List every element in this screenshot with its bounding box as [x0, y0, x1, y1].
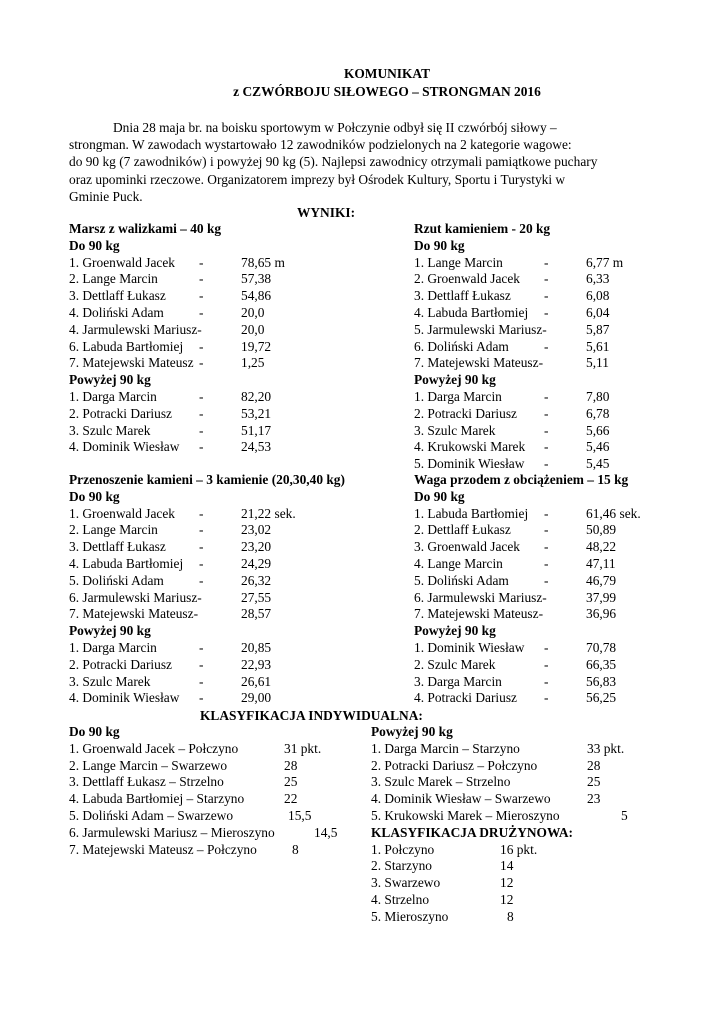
result-value: 5,46	[586, 439, 610, 455]
result-value: 7,80	[586, 388, 610, 404]
competitor-name: 4. Labuda Bartłomiej	[414, 304, 529, 320]
result-value: 70,78	[586, 639, 617, 655]
competitor-name: 2. Potracki Dariusz	[414, 405, 518, 421]
competitor-name: 2. Szulc Marek	[414, 656, 496, 672]
category-label: Powyżej 90 kg	[371, 724, 453, 739]
competitor-name: 4. Labuda Bartłomiej	[69, 555, 184, 571]
separator-dash: -	[544, 555, 549, 571]
document-subtitle: z CZWÓRBOJU SIŁOWEGO – STRONGMAN 2016	[233, 84, 541, 99]
competitor-name: 7. Matejewski Mateusz-	[414, 355, 544, 371]
result-row	[414, 539, 628, 556]
category-label: Powyżej 90 kg	[414, 372, 496, 388]
intro-line: Dnia 28 maja br. na boisku sportowym w Połczynie odbył się II czwórbój siłowy –	[113, 120, 557, 135]
result-value: 26,61	[241, 673, 272, 689]
result-row	[69, 573, 345, 590]
result-row	[414, 439, 610, 456]
competitor-name: 3. Groenwald Jacek	[414, 539, 520, 555]
category-label: Do 90 kg	[414, 237, 465, 253]
competitor-name: 3. Szulc Marek – Strzelno	[371, 774, 511, 790]
result-value: 46,79	[586, 572, 617, 588]
result-value: 78,65 m	[241, 254, 285, 270]
intro-line: Gminie Puck.	[69, 188, 143, 204]
competitor-name: 4. Krukowski Marek	[414, 439, 526, 455]
result-row	[69, 338, 272, 356]
team-name: 4. Strzelno	[371, 891, 430, 907]
competitor-name: 1. Darga Marcin	[414, 388, 502, 404]
competitor-name: 4. Jarmulewski Mariusz-	[69, 321, 202, 337]
separator-dash: -	[199, 539, 204, 555]
category-label: Do 90 kg	[69, 724, 120, 739]
result-row	[69, 606, 345, 623]
event-front-hold	[414, 472, 641, 707]
result-row	[414, 640, 628, 657]
competitor-name: 3. Szulc Marek	[69, 422, 151, 438]
intro-line: oraz upominki rzeczowe. Organizatorem imprezy był Ośrodek Kultury, Sportu i Turystyki w	[69, 171, 566, 187]
team-points: 8	[507, 908, 514, 924]
result-value: 53,21	[241, 405, 272, 421]
result-row	[69, 321, 265, 339]
result-value: 6,04	[586, 304, 610, 320]
result-value: 82,20	[241, 388, 272, 404]
result-value: 48,22	[586, 539, 617, 555]
result-value: 54,86	[241, 288, 272, 304]
separator-dash: -	[199, 505, 204, 521]
competitor-name: 5. Jarmulewski Mariusz-	[414, 321, 547, 337]
result-value: 6,78	[586, 405, 610, 421]
results-heading: WYNIKI:	[297, 205, 356, 220]
classification-row	[69, 774, 298, 791]
separator-dash: -	[544, 522, 549, 538]
separator-dash: -	[199, 656, 204, 672]
competitor-name: 6. Jarmulewski Mariusz-	[69, 589, 202, 605]
result-row	[414, 522, 628, 539]
separator-dash: -	[544, 690, 549, 706]
team-row	[371, 892, 573, 909]
result-value: 5,66	[586, 422, 610, 438]
separator-dash: -	[544, 673, 549, 689]
result-row	[414, 388, 610, 406]
points-value: 23	[587, 791, 601, 807]
result-row	[414, 405, 610, 423]
separator-dash: -	[199, 388, 204, 404]
result-value: 36,96	[586, 606, 617, 622]
classification-row	[371, 757, 601, 775]
result-value: 20,0	[241, 304, 265, 320]
event-suitcase-walk	[69, 221, 285, 456]
separator-dash: -	[199, 338, 204, 354]
classification-row	[371, 740, 625, 758]
competitor-name: 1. Darga Marcin – Starzyno	[371, 740, 520, 756]
result-row	[69, 690, 345, 707]
competitor-name: 7. Matejewski Mateusz-	[69, 606, 199, 622]
competitor-name: 6. Jarmulewski Mariusz-	[414, 589, 547, 605]
separator-dash: -	[199, 422, 204, 438]
result-value: 28,57	[241, 606, 272, 622]
team-name: 1. Połczyno	[371, 841, 435, 857]
category-label: Do 90 kg	[69, 237, 120, 253]
result-row	[69, 674, 345, 691]
team-row	[371, 858, 573, 875]
separator-dash: -	[199, 673, 204, 689]
result-row	[69, 657, 345, 674]
result-row	[414, 505, 641, 523]
intro-line: strongman. W zawodach wystartowało 12 zawodników podzielonych na 2 kategorie wagowe:	[69, 137, 572, 153]
separator-dash: -	[199, 572, 204, 588]
result-row	[414, 657, 628, 674]
category-label: Do 90 kg	[414, 488, 465, 504]
classification-row	[69, 791, 298, 808]
competitor-name: 4. Lange Marcin	[414, 555, 503, 571]
competitor-name: 2. Potracki Dariusz	[69, 405, 173, 421]
competitor-name: 2. Potracki Dariusz	[69, 656, 173, 672]
team-points: 16 pkt.	[500, 841, 538, 857]
competitor-name: 2. Dettlaff Łukasz	[414, 522, 511, 538]
result-row	[414, 590, 628, 607]
classification-row	[371, 791, 601, 808]
competitor-name: 5. Doliński Adam	[414, 572, 509, 588]
individual-under-90	[69, 724, 338, 858]
competitor-name: 1. Darga Marcin	[69, 388, 157, 404]
separator-dash: -	[199, 288, 204, 304]
competitor-name: 6. Labuda Bartłomiej	[69, 338, 184, 354]
separator-dash: -	[544, 639, 549, 655]
competitor-name: 6. Jarmulewski Mariusz – Mieroszyno	[69, 824, 275, 840]
classification-row	[69, 757, 298, 775]
result-value: 23,02	[241, 522, 272, 538]
result-row	[69, 355, 265, 372]
points-value: 14,5	[314, 824, 338, 840]
result-value: 19,72	[241, 338, 272, 354]
team-points: 12	[500, 891, 514, 907]
result-value: 1,25	[241, 355, 265, 371]
result-value: 61,46 sek.	[586, 505, 641, 521]
separator-dash: -	[544, 505, 549, 521]
result-row	[69, 271, 272, 288]
separator-dash: -	[544, 439, 549, 455]
result-value: 20,85	[241, 639, 272, 655]
result-value: 5,11	[586, 355, 609, 371]
result-row	[414, 422, 610, 440]
category-label: Do 90 kg	[69, 488, 120, 504]
result-value: 23,20	[241, 539, 272, 555]
points-value: 15,5	[288, 807, 312, 823]
separator-dash: -	[199, 271, 204, 287]
separator-dash: -	[544, 271, 549, 287]
points-value: 28	[284, 757, 298, 773]
competitor-name: 4. Dominik Wiesław	[69, 439, 180, 455]
result-row	[69, 304, 265, 322]
result-value: 5,87	[586, 321, 610, 337]
category-label: Powyżej 90 kg	[69, 372, 151, 388]
result-value: 56,25	[586, 690, 617, 706]
result-row	[414, 456, 610, 473]
team-row	[371, 875, 573, 892]
separator-dash: -	[199, 690, 204, 706]
result-row	[69, 388, 272, 406]
result-row	[414, 556, 628, 573]
points-value: 5	[621, 807, 628, 823]
separator-dash: -	[544, 304, 549, 320]
team-name: 2. Starzyno	[371, 858, 432, 874]
competitor-name: 4. Potracki Dariusz	[414, 690, 518, 706]
result-row	[69, 539, 345, 556]
result-row	[69, 590, 345, 607]
event-title: Marsz z walizkami – 40 kg	[69, 221, 222, 236]
points-value: 33 pkt.	[587, 740, 625, 756]
document-title: KOMUNIKAT	[343, 66, 431, 81]
competitor-name: 2. Potracki Dariusz – Połczyno	[371, 757, 538, 773]
result-value: 21,22 sek.	[241, 505, 296, 521]
competitor-name: 4. Labuda Bartłomiej – Starzyno	[69, 791, 245, 807]
event-stone-throw	[414, 221, 624, 473]
result-value: 51,17	[241, 422, 272, 438]
team-heading: KLASYFIKACJA DRUŻYNOWA:	[371, 824, 573, 840]
competitor-name: 7. Matejewski Mateusz-	[414, 606, 544, 622]
result-row	[414, 271, 610, 288]
result-row	[69, 556, 345, 573]
competitor-name: 2. Lange Marcin	[69, 271, 158, 287]
result-value: 6,08	[586, 288, 610, 304]
result-value: 5,61	[586, 338, 610, 354]
category-label: Powyżej 90 kg	[69, 623, 151, 639]
competitor-name: 3. Dettlaff Łukasz	[69, 539, 166, 555]
classification-row	[69, 807, 312, 825]
result-row	[414, 606, 628, 623]
competitor-name: 7. Matejewski Mateusz	[69, 355, 194, 371]
competitor-name: 2. Lange Marcin	[69, 522, 158, 538]
competitor-name: 1. Dominik Wiesław	[414, 639, 525, 655]
competitor-name: 1. Groenwald Jacek	[69, 254, 175, 270]
result-row	[414, 355, 609, 372]
separator-dash: -	[199, 405, 204, 421]
competitor-name: 2. Groenwald Jacek	[414, 271, 520, 287]
separator-dash: -	[199, 254, 204, 270]
classification-row	[371, 807, 628, 825]
competitor-name: 1. Groenwald Jacek – Połczyno	[69, 740, 239, 756]
competitor-name: 3. Dettlaff Łukasz	[414, 288, 511, 304]
result-value: 47,11	[586, 555, 616, 571]
separator-dash: -	[544, 572, 549, 588]
team-name: 3. Swarzewo	[371, 875, 441, 891]
competitor-name: 7. Matejewski Mateusz – Połczyno	[69, 841, 257, 857]
separator-dash: -	[199, 439, 204, 455]
points-value: 22	[284, 791, 298, 807]
result-value: 6,33	[586, 271, 610, 287]
result-value: 37,99	[586, 589, 617, 605]
classification-row	[69, 740, 322, 758]
separator-dash: -	[544, 656, 549, 672]
result-row	[69, 288, 272, 305]
event-stones-carry	[69, 472, 345, 707]
competitor-name: 4. Doliński Adam	[69, 304, 164, 320]
result-value: 20,0	[241, 321, 265, 337]
result-row	[69, 405, 272, 423]
individual-heading: KLASYFIKACJA INDYWIDUALNA:	[200, 708, 423, 723]
individual-over-90	[371, 724, 628, 926]
result-value: 5,45	[586, 456, 610, 472]
points-value: 25	[587, 774, 601, 790]
result-row	[414, 304, 610, 322]
points-value: 31 pkt.	[284, 740, 322, 756]
competitor-name: 2. Lange Marcin – Swarzewo	[69, 757, 228, 773]
competitor-name: 1. Lange Marcin	[414, 254, 503, 270]
result-row	[414, 690, 628, 707]
separator-dash: -	[544, 405, 549, 421]
competitor-name: 3. Darga Marcin	[414, 673, 502, 689]
separator-dash: -	[544, 539, 549, 555]
separator-dash: -	[544, 388, 549, 404]
result-row	[69, 254, 285, 272]
category-label: Powyżej 90 kg	[414, 623, 496, 639]
event-title: Waga przodem z obciążeniem – 15 kg	[414, 472, 629, 487]
result-value: 6,77 m	[586, 254, 624, 270]
intro-paragraph	[69, 119, 669, 205]
team-name: 5. Mieroszyno	[371, 908, 449, 924]
points-value: 25	[284, 774, 298, 790]
result-row	[414, 573, 628, 590]
competitor-name: 4. Dominik Wiesław	[69, 690, 180, 706]
result-value: 24,29	[241, 555, 272, 571]
result-value: 56,83	[586, 673, 617, 689]
competitor-name: 5. Dominik Wiesław	[414, 456, 525, 472]
result-value: 26,32	[241, 572, 272, 588]
result-value: 50,89	[586, 522, 617, 538]
separator-dash: -	[544, 456, 549, 472]
result-value: 66,35	[586, 656, 617, 672]
team-points: 14	[500, 858, 514, 874]
event-title: Przenoszenie kamieni – 3 kamienie (20,30,40 kg)	[69, 472, 345, 487]
separator-dash: -	[199, 355, 204, 371]
result-row	[414, 254, 624, 272]
team-row	[371, 842, 573, 859]
separator-dash: -	[199, 304, 204, 320]
result-row	[69, 506, 345, 523]
intro-line: do 90 kg (7 zawodników) i powyżej 90 kg (5). Najlepsi zawodnicy otrzymali pamiątkowe puchary	[69, 154, 598, 170]
result-row	[69, 439, 272, 456]
competitor-name: 5. Doliński Adam	[69, 572, 164, 588]
separator-dash: -	[544, 254, 549, 270]
result-value: 27,55	[241, 589, 272, 605]
result-value: 57,38	[241, 271, 272, 287]
competitor-name: 6. Doliński Adam	[414, 338, 509, 354]
event-title: Rzut kamieniem - 20 kg	[414, 221, 551, 236]
separator-dash: -	[544, 338, 549, 354]
result-row	[414, 338, 610, 356]
separator-dash: -	[199, 555, 204, 571]
separator-dash: -	[544, 422, 549, 438]
competitor-name: 4. Dominik Wiesław – Swarzewo	[371, 791, 551, 807]
competitor-name: 3. Dettlaff Łukasz – Strzelno	[69, 774, 224, 790]
result-value: 24,53	[241, 439, 272, 455]
result-row	[69, 522, 345, 539]
result-value: 29,00	[241, 690, 272, 706]
competitor-name: 3. Dettlaff Łukasz	[69, 288, 166, 304]
competitor-name: 1. Labuda Bartłomiej	[414, 505, 529, 521]
points-value: 8	[292, 841, 299, 857]
result-row	[414, 288, 610, 305]
classification-row	[69, 824, 338, 842]
competitor-name: 1. Groenwald Jacek	[69, 505, 175, 521]
result-row	[69, 640, 345, 657]
separator-dash: -	[199, 522, 204, 538]
competitor-name: 1. Darga Marcin	[69, 639, 157, 655]
separator-dash: -	[544, 288, 549, 304]
classification-row	[69, 841, 299, 859]
competitor-name: 5. Doliński Adam – Swarzewo	[69, 807, 234, 823]
points-value: 28	[587, 757, 601, 773]
result-row	[414, 321, 610, 339]
classification-row	[371, 774, 601, 791]
team-points: 12	[500, 875, 514, 891]
separator-dash: -	[199, 639, 204, 655]
result-row	[69, 422, 272, 440]
competitor-name: 5. Krukowski Marek – Mieroszyno	[371, 807, 560, 823]
result-value: 22,93	[241, 656, 272, 672]
team-row	[371, 909, 573, 926]
competitor-name: 3. Szulc Marek	[69, 673, 151, 689]
competitor-name: 3. Szulc Marek	[414, 422, 496, 438]
result-row	[414, 674, 628, 691]
